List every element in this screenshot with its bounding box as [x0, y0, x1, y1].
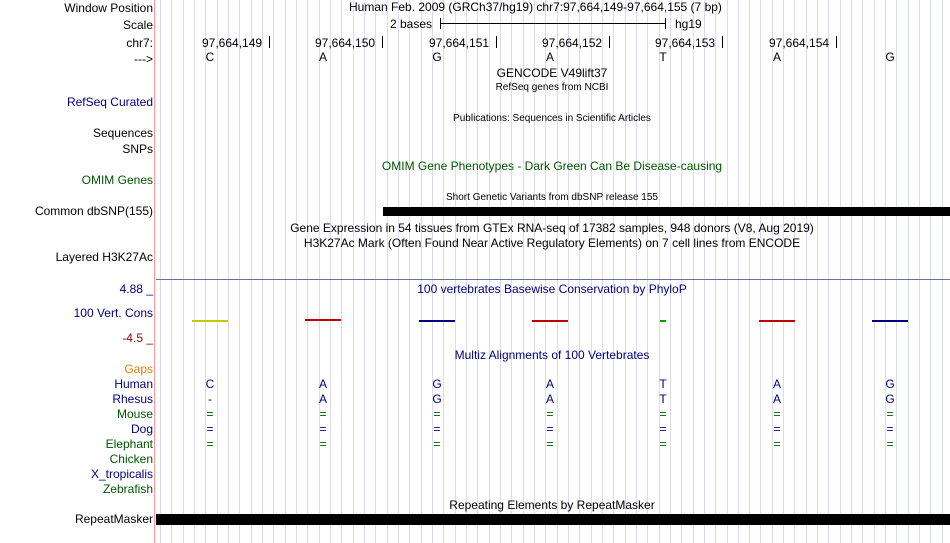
- assembly-position-text: Human Feb. 2009 (GRCh37/hg19) chr7:97,664,149-97,664,155 (7 bp): [349, 0, 722, 14]
- alignment-base: =: [659, 422, 667, 436]
- grid-line: [930, 0, 931, 543]
- grid-line: [375, 0, 376, 543]
- ruler-position: 97,664,152: [542, 36, 603, 50]
- grid-line: [307, 0, 308, 543]
- alignment-base: C: [205, 377, 215, 391]
- grid-line: [228, 0, 229, 543]
- species-label-elephant[interactable]: Elephant: [105, 437, 153, 451]
- grid-line: [364, 0, 365, 543]
- repeatmasker-label[interactable]: RepeatMasker: [74, 512, 153, 526]
- species-label-dog[interactable]: Dog: [130, 422, 153, 436]
- base-letter: G: [885, 50, 895, 64]
- ruler-position: 97,664,149: [202, 36, 263, 50]
- alignment-base: =: [886, 422, 894, 436]
- grid-line: [432, 0, 433, 543]
- grid-line: [817, 0, 818, 543]
- ruler-tick: [609, 36, 610, 48]
- alignment-base: =: [659, 437, 667, 451]
- grid-line: [806, 0, 807, 543]
- alignment-base: =: [433, 422, 441, 436]
- alignment-base: =: [546, 422, 554, 436]
- grid-line: [194, 0, 195, 543]
- grid-line: [738, 0, 739, 543]
- grid-line: [908, 0, 909, 543]
- conservation-track-title[interactable]: 100 vertebrates Basewise Conservation by PhyloP: [417, 282, 687, 296]
- ruler-tick: [269, 36, 270, 48]
- grid-line: [466, 0, 467, 543]
- vert-cons-label[interactable]: 100 Vert. Cons: [73, 306, 153, 320]
- base-letter: C: [205, 50, 215, 64]
- species-label-rhesus[interactable]: Rhesus: [112, 392, 153, 406]
- alignment-base: =: [773, 437, 781, 451]
- conservation-mark: [305, 319, 341, 321]
- omim-track-title[interactable]: OMIM Gene Phenotypes - Dark Green Can Be Disease-causing: [381, 159, 723, 173]
- scale-bar-right-cap: [665, 18, 666, 29]
- alignment-base: T: [659, 392, 667, 406]
- alignment-base: =: [319, 407, 327, 421]
- alignment-base: =: [659, 407, 667, 421]
- grid-line: [704, 0, 705, 543]
- window-position-label: Window Position: [64, 1, 153, 15]
- conservation-mark: [660, 320, 666, 322]
- grid-line: [942, 0, 943, 543]
- conservation-mark: [419, 320, 455, 322]
- grid-line: [205, 0, 206, 543]
- ruler-position: 97,664,154: [769, 36, 830, 50]
- conservation-mark: [192, 320, 228, 322]
- grid-line: [636, 0, 637, 543]
- repeatmasker-feature-bar[interactable]: [156, 514, 950, 525]
- grid-line: [896, 0, 897, 543]
- label-divider: [154, 0, 155, 543]
- alignment-base: =: [433, 407, 441, 421]
- publications-track-title[interactable]: Publications: Sequences in Scientific Articles: [453, 113, 651, 124]
- h3k27ac-baseline: [156, 279, 950, 280]
- ruler-tick: [722, 36, 723, 48]
- grid-line: [443, 0, 444, 543]
- alignment-base: =: [433, 437, 441, 451]
- alignment-base: G: [432, 392, 442, 406]
- multiz-track-title[interactable]: Multiz Alignments of 100 Vertebrates: [454, 348, 650, 362]
- alignment-base: G: [885, 377, 895, 391]
- chr-label: chr7:: [126, 36, 153, 50]
- grid-line: [421, 0, 422, 543]
- strand-label: --->: [134, 52, 153, 66]
- alignment-base: =: [773, 422, 781, 436]
- dbsnp-track-title[interactable]: Short Genetic Variants from dbSNP release 155: [446, 192, 658, 203]
- grid-line: [171, 0, 172, 543]
- grid-line: [613, 0, 614, 543]
- grid-line: [693, 0, 694, 543]
- grid-line: [794, 0, 795, 543]
- grid-line: [749, 0, 750, 543]
- grid-line: [273, 0, 274, 543]
- grid-line: [341, 0, 342, 543]
- ruler-position: 97,664,150: [315, 36, 376, 50]
- grid-line: [296, 0, 297, 543]
- grid-line: [387, 0, 388, 543]
- alignment-base: A: [772, 377, 781, 391]
- conservation-mark: [532, 320, 568, 322]
- grid-line: [727, 0, 728, 543]
- snps-label[interactable]: SNPs: [122, 142, 153, 156]
- gtex-track-title[interactable]: Gene Expression in 54 tissues from GTEx RNA-seq of 17382 samples, 948 donors (V8, Aug 2019): [290, 221, 814, 235]
- alignment-base: =: [319, 422, 327, 436]
- alignment-base: T: [659, 377, 667, 391]
- conservation-mark: [759, 320, 795, 322]
- alignment-base: A: [772, 392, 781, 406]
- species-label-x_tropicalis[interactable]: X_tropicalis: [90, 467, 153, 481]
- refseq-curated-label[interactable]: RefSeq Curated: [66, 95, 153, 109]
- base-letter: A: [772, 50, 781, 64]
- alignment-base: =: [206, 407, 214, 421]
- alignment-base: A: [545, 392, 554, 406]
- grid-line: [659, 0, 660, 543]
- alignment-base: =: [886, 437, 894, 451]
- grid-line: [262, 0, 263, 543]
- ruler-tick: [836, 36, 837, 48]
- species-label-zebrafish[interactable]: Zebrafish: [102, 482, 153, 496]
- scale-label: Scale: [122, 18, 153, 32]
- ruler-tick: [382, 36, 383, 48]
- grid-line: [760, 0, 761, 543]
- grid-line: [772, 0, 773, 543]
- base-letter: G: [432, 50, 442, 64]
- grid-line: [353, 0, 354, 543]
- dbsnp-feature-bar[interactable]: [383, 207, 950, 216]
- h3k27ac-track-title[interactable]: H3K27Ac Mark (Often Found Near Active Regulatory Elements) on 7 cell lines from ENCODE: [303, 236, 801, 250]
- scale-text: 2 bases: [390, 17, 433, 31]
- conservation-mark: [872, 320, 908, 322]
- alignment-base: A: [318, 392, 327, 406]
- gencode-track-title[interactable]: GENCODE V49lift37: [496, 66, 608, 80]
- grid-line: [851, 0, 852, 543]
- ruler-tick: [496, 36, 497, 48]
- grid-line: [398, 0, 399, 543]
- grid-line: [477, 0, 478, 543]
- base-letter: T: [659, 50, 667, 64]
- alignment-base: A: [545, 377, 554, 391]
- refseq-track-subtitle: RefSeq genes from NCBI: [495, 82, 609, 93]
- scale-bar-left-cap: [440, 18, 441, 29]
- grid-line: [647, 0, 648, 543]
- grid-line: [862, 0, 863, 543]
- grid-line: [828, 0, 829, 543]
- alignment-base: G: [432, 377, 442, 391]
- grid-line: [874, 0, 875, 543]
- species-label-gaps[interactable]: Gaps: [124, 362, 153, 376]
- alignment-base: =: [886, 407, 894, 421]
- grid-line: [625, 0, 626, 543]
- grid-line: [670, 0, 671, 543]
- alignment-base: G: [885, 392, 895, 406]
- grid-line: [840, 0, 841, 543]
- layered-h3k27ac-label[interactable]: Layered H3K27Ac: [55, 250, 153, 264]
- alignment-base: =: [773, 407, 781, 421]
- species-label-mouse[interactable]: Mouse: [116, 407, 153, 421]
- grid-line: [217, 0, 218, 543]
- conservation-max-label: 4.88 _: [119, 282, 153, 296]
- sequences-label[interactable]: Sequences: [92, 126, 153, 140]
- ruler-position: 97,664,151: [429, 36, 490, 50]
- grid-line: [251, 0, 252, 543]
- base-letter: A: [318, 50, 327, 64]
- common-dbsnp-label[interactable]: Common dbSNP(155): [34, 204, 153, 218]
- alignment-base: =: [546, 407, 554, 421]
- alignment-base: =: [206, 422, 214, 436]
- grid-line: [160, 0, 161, 543]
- grid-line: [681, 0, 682, 543]
- species-label-human[interactable]: Human: [114, 377, 153, 391]
- grid-line: [783, 0, 784, 543]
- alignment-base: A: [318, 377, 327, 391]
- scale-bar: [440, 23, 666, 24]
- ruler-position: 97,664,153: [655, 36, 716, 50]
- grid-line: [239, 0, 240, 543]
- grid-line: [489, 0, 490, 543]
- grid-line: [409, 0, 410, 543]
- scale-db: hg19: [675, 17, 702, 31]
- grid-line: [183, 0, 184, 543]
- grid-line: [455, 0, 456, 543]
- repeatmasker-track-title[interactable]: Repeating Elements by RepeatMasker: [449, 498, 655, 512]
- alignment-base: -: [208, 392, 212, 406]
- species-label-chicken[interactable]: Chicken: [109, 452, 153, 466]
- base-letter: A: [545, 50, 554, 64]
- omim-genes-label[interactable]: OMIM Genes: [81, 173, 153, 187]
- grid-line: [330, 0, 331, 543]
- conservation-min-label: -4.5 _: [122, 331, 153, 345]
- grid-line: [319, 0, 320, 543]
- grid-line: [715, 0, 716, 543]
- alignment-base: =: [546, 437, 554, 451]
- alignment-base: =: [319, 437, 327, 451]
- grid-line: [885, 0, 886, 543]
- grid-line: [919, 0, 920, 543]
- grid-line: [285, 0, 286, 543]
- alignment-base: =: [206, 437, 214, 451]
